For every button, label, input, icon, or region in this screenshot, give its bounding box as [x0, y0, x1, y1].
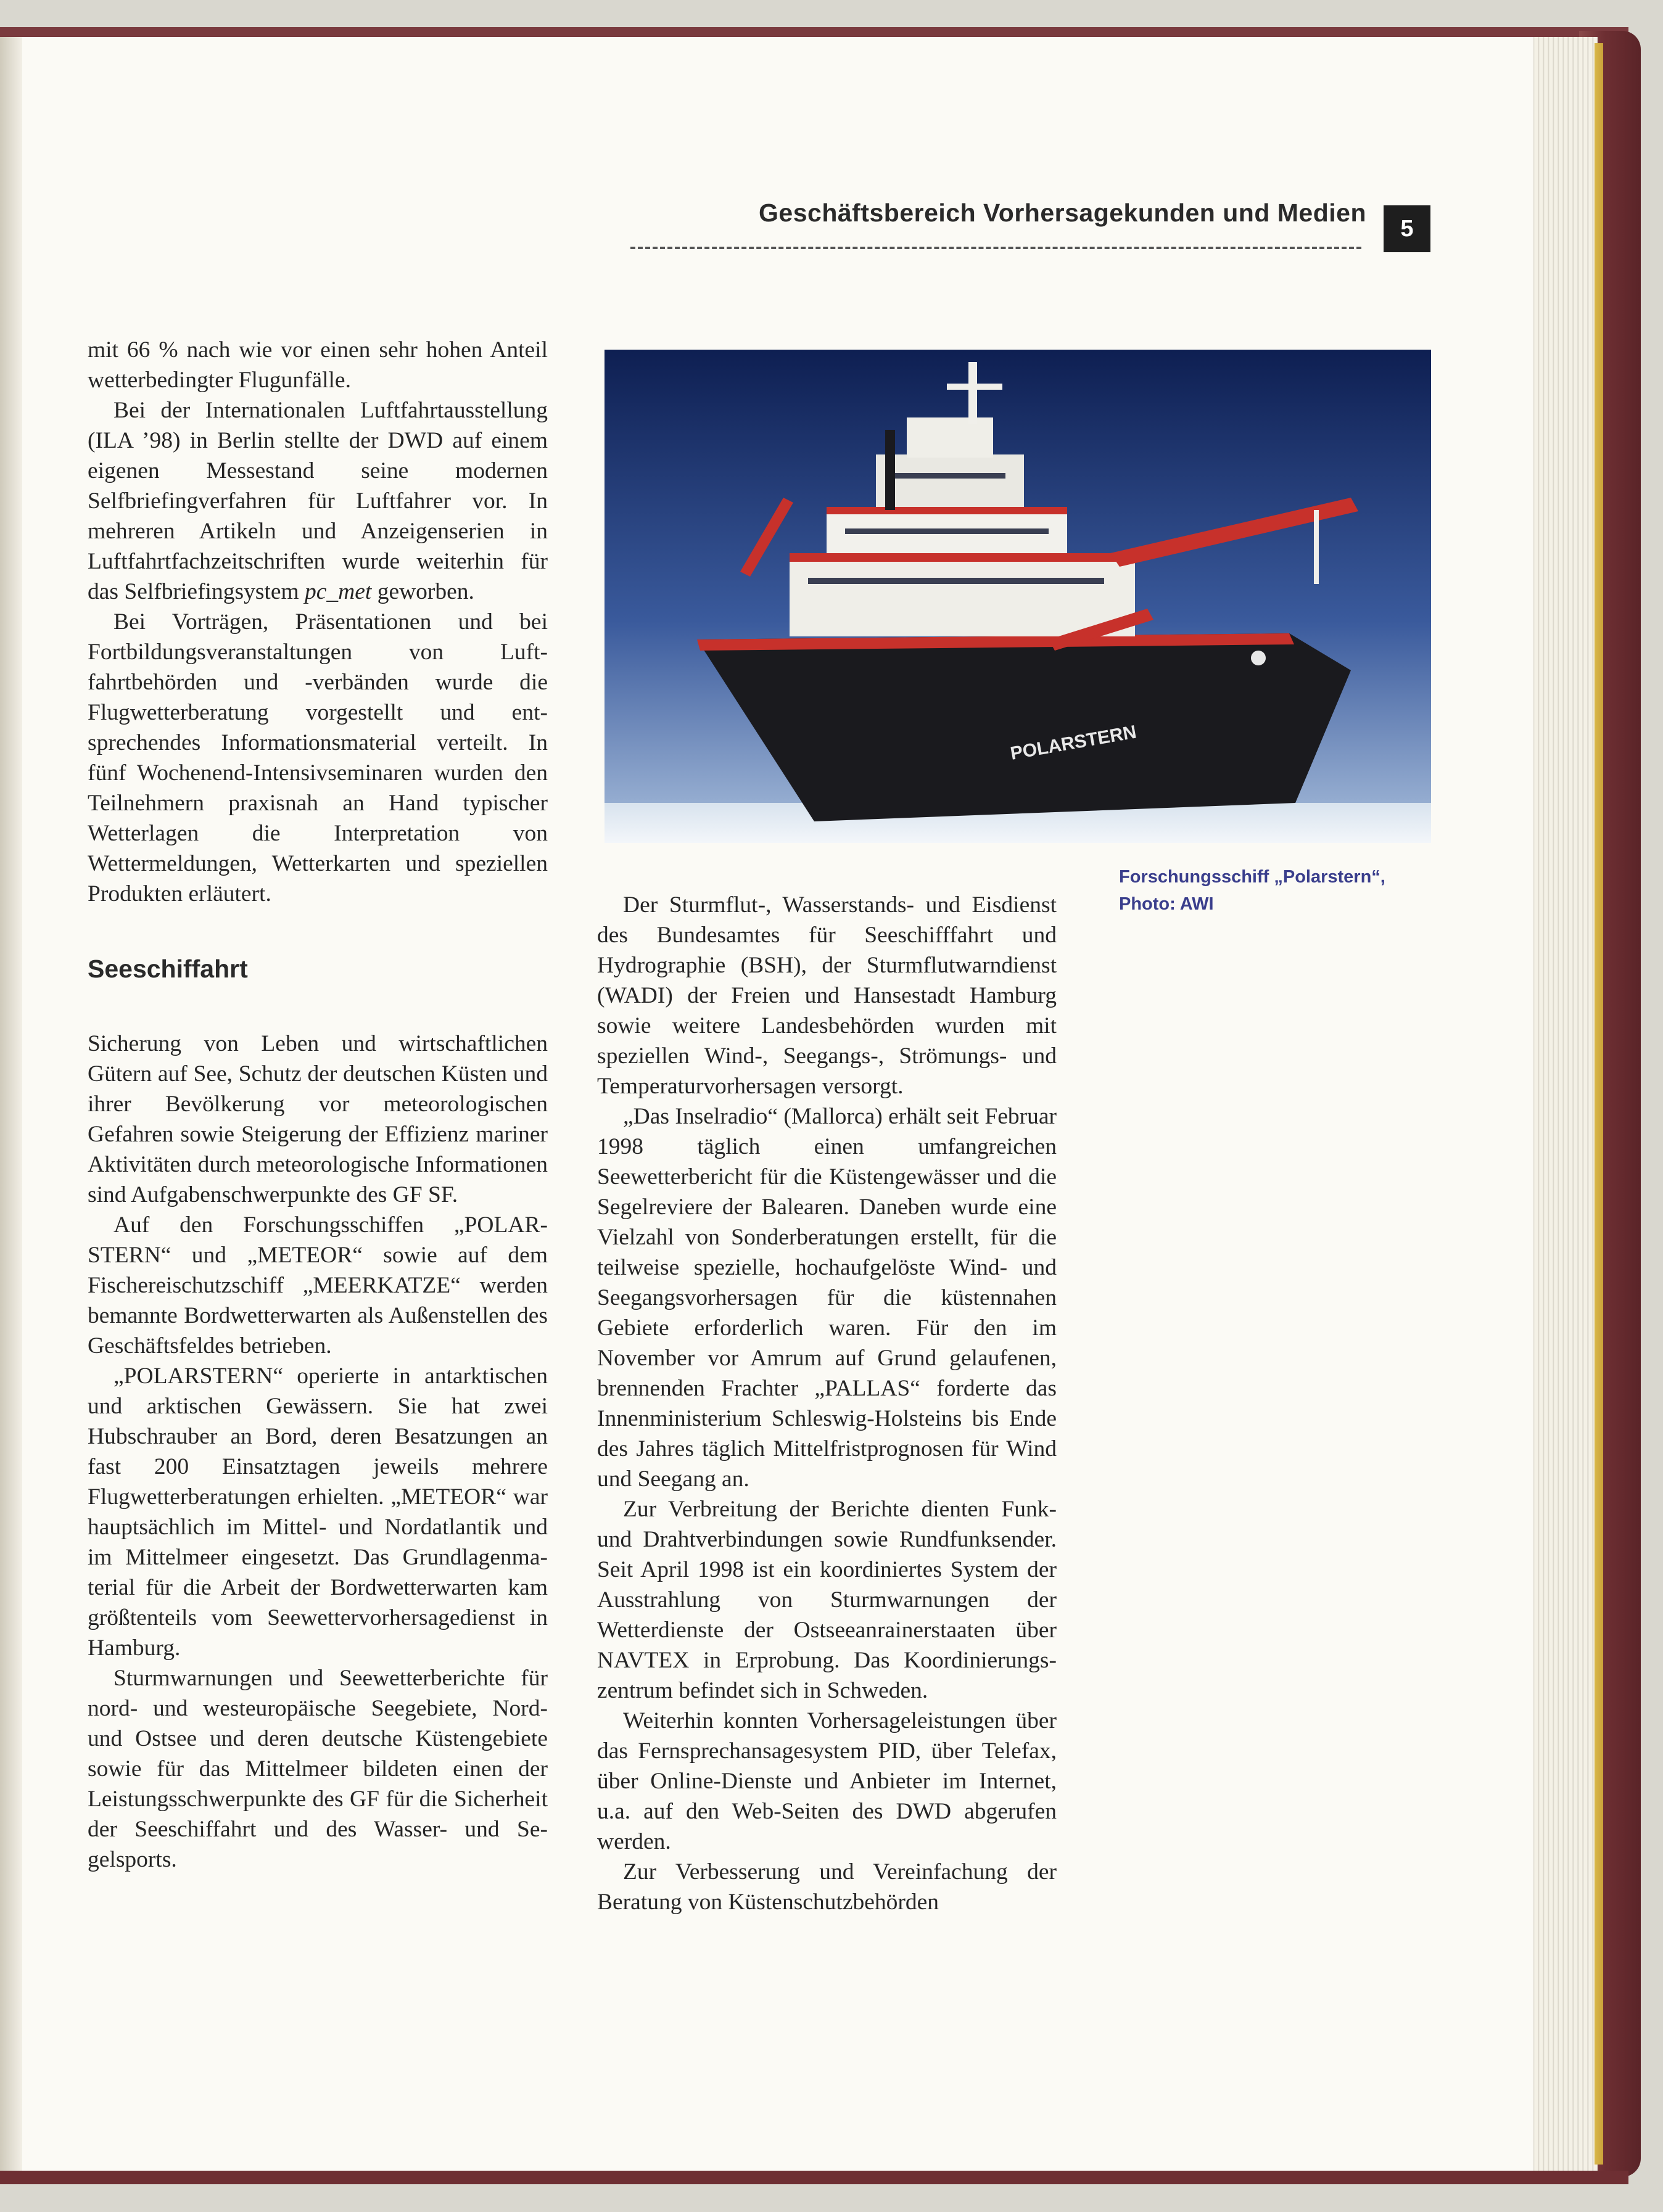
paragraph: Sicherung von Leben und wirtschaftlichen Gütern auf See, Schutz der deutschen Küsten und ihrer Bevölkerung vor meteorologischen Gefahren sowie Steigerung der Effizienz mariner Aktivitäten durch meteorologische Informationen sind Aufgabenschwerpunkte des GF SF.: [88, 1031, 548, 1207]
header-rule: [630, 247, 1361, 249]
photo-caption: [1119, 863, 1427, 918]
middle-text-column: [597, 890, 1057, 1917]
ship-name: POLARSTERN: [1009, 722, 1138, 764]
paragraph: mit 66 % nach wie vor einen sehr hohen Anteil wetterbedingter Flugunfälle.: [88, 337, 548, 393]
paragraph: Zur Verbesserung und Vereinfachung der Beratung von Küstenschutzbehörden: [597, 1859, 1057, 1915]
page-number: 5: [1384, 205, 1430, 252]
left-text-column: [88, 335, 548, 1875]
ship-photo: [605, 350, 1431, 843]
paragraph: Der Sturmflut-, Wasserstands- und Eisdienst des Bundesamtes für Seeschifffahrt und Hydrographie (BSH), der Sturmflutwarndienst (WADI) der Freien und Hansestadt Hamburg sowie weitere Landesbehörden wurden mit speziellen Wind-, Seegangs-, Strömungs- und Temperaturvorhersagen versorgt.: [597, 892, 1057, 1099]
paragraph: „Das Inselradio“ (Mallorca) erhält seit Februar 1998 täglich einen umfangreichen Seewetterbericht für die Küstengewässer und die Segelreviere der Balearen. Daneben wurde eine Vielzahl von Sonderberatungen erstellt, für die teilweise spezielle, hochaufgelöste Wind- und Seegangsvorhersagen für die küstennahen Gebiete erforderlich waren. Für den im November vor Amrum auf Grund gelaufenen, brennenden Frachter „PALLAS“ forderte das Innenministerium Schleswig-Holsteins bis Ende des Jahres täglich Mittelfristprognosen für Wind und Seegang an.: [597, 1104, 1057, 1492]
product-name: pc_met: [305, 579, 372, 604]
page-edges: [1530, 37, 1598, 2171]
caption-credit: Photo: AWI: [1119, 894, 1214, 914]
caption-title: Forschungsschiff „Polarstern“,: [1119, 867, 1385, 887]
paragraph: Sturmwarnungen und Seewetterberichte für nord- und westeuropäische Seegebiete, Nord- und Ostsee und deren deutsche Küstengebiete sowie für das Mittelmeer bildeten einen der Leistungsschwerpunkte des GF für die Sicherheit der Seeschiffahrt und des Wasser- und Segelsports.: [88, 1666, 548, 1872]
facing-page-edge: [0, 37, 22, 2171]
paragraph: Zur Verbreitung der Berichte dienten Funk- und Drahtverbindungen sowie Rundfunksender. Seit April 1998 ist ein koordiniertes System der Ausstrahlung von Sturmwarnungen der Wetterdienste der Ostseeanrainerstaaten über NAVTEX in Erprobung. Das Koordinierungszentrum befindet sich in Schweden.: [597, 1497, 1057, 1703]
paragraph: Bei Vorträgen, Präsentationen und bei Fortbildungsveranstaltungen von Luftfahrtbehörden und -verbänden wurde die Flugwetterberatung vorgestellt und entsprechendes Informationsmaterial verteilt. In fünf Wochenend-Intensivseminaren wurden den Teilnehmern praxisnah an Hand typischer Wetterlagen die Interpretation von Wettermeldungen, Wetterkarten und speziellen Produkten erläutert.: [88, 609, 548, 907]
paragraph: Auf den Forschungsschiffen „POLARSTERN“ und „METEOR“ sowie auf dem Fischereischutzschiff „MEERKATZE“ werden bemannte Bordwetterwarten als Außenstellen des Geschäftsfeldes betrieben.: [88, 1212, 548, 1359]
book-cover-bottom: [0, 2171, 1628, 2184]
paragraph: Bei der Internationalen Luftfahrtausstellung (ILA ’98) in Berlin stellte der DWD auf einem eigenen Messestand seine modernen Selfbriefingverfahren für Luftfahrer vor. In mehreren Artikeln und Anzeigenserien in Luftfahrtfachzeitschriften wurde weiterhin für das Selfbriefingsystem pc_met geworben.: [88, 398, 548, 604]
section-heading: Seeschiffahrt: [88, 955, 248, 983]
book-cover-top: [0, 27, 1628, 37]
polarstern-photo: [605, 350, 1431, 843]
gilt-edge: [1595, 43, 1603, 2165]
paragraph: „POLARSTERN“ operierte in antarktischen und arktischen Gewässern. Sie hat zwei Hubschrauber an Bord, deren Besatzungen an fast 200 Einsatztagen jeweils mehrere Flugwetterberatungen erhielten. „METEOR“ war hauptsächlich im Mittel- und Nordatlantik und im Mittelmeer eingesetzt. Das Grundlagenmaterial für die Arbeit der Bordwetterwarten kam größtenteils vom Seewettervorhersagedienst in Hamburg.: [88, 1363, 548, 1661]
paragraph: Weiterhin konnten Vorhersageleistungen über das Fernsprechansagesystem PID, über Telefax, über Online-Dienste und Anbieter im Internet, u.a. auf den Web-Seiten des DWD abgerufen werden.: [597, 1708, 1057, 1854]
running-head: Geschäftsbereich Vorhersagekunden und Medien: [759, 199, 1366, 227]
